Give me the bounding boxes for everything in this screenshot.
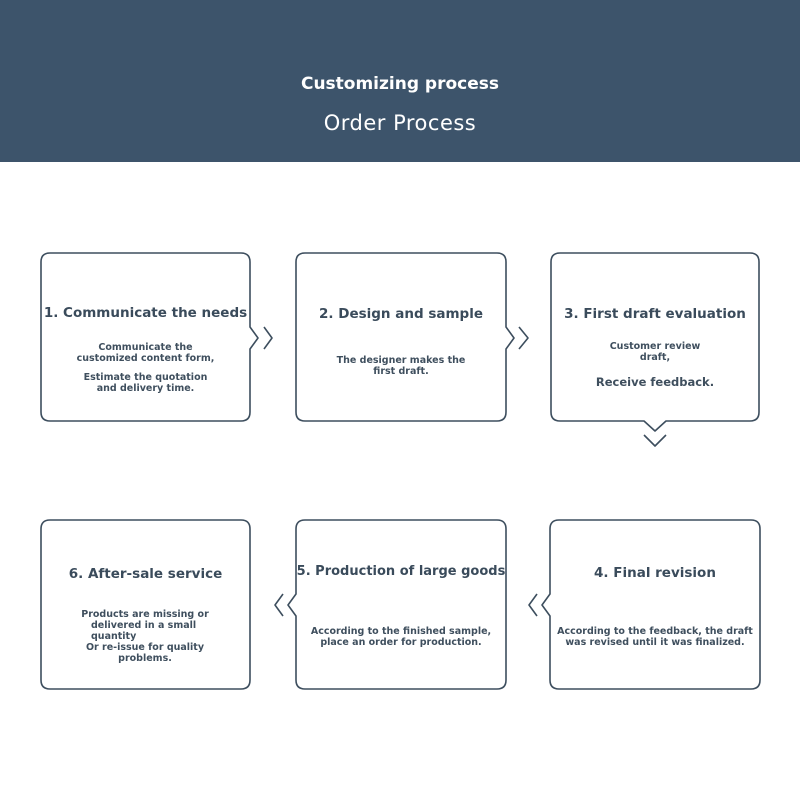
step-2-frame bbox=[296, 253, 514, 421]
step-2-description: The designer makes the first draft. bbox=[336, 355, 466, 377]
step-5-description: According to the finished sample, place an order for production. bbox=[310, 626, 492, 648]
step-4-title: 4. Final revision bbox=[594, 565, 716, 581]
page-subtitle: Order Process bbox=[323, 111, 477, 135]
step-5-frame bbox=[288, 520, 506, 689]
step-5-title: 5. Production of large goods bbox=[296, 564, 506, 579]
chevron-down-icon bbox=[644, 435, 666, 446]
step-3-description: Customer review draft, bbox=[609, 341, 701, 363]
step-6-title: 6. After-sale service bbox=[68, 566, 223, 582]
step-6-description: Products are missing or delivered in a small quantity Or re-issue for quality problems. bbox=[81, 609, 209, 664]
step-2-title: 2. Design and sample bbox=[319, 306, 483, 322]
chevron-left-icon bbox=[275, 594, 283, 616]
step-4-description: According to the feedback, the draft was revised until it was finalized. bbox=[557, 626, 753, 648]
step-4-frame bbox=[542, 520, 760, 689]
chevron-right-icon bbox=[264, 327, 272, 349]
chevron-left-icon bbox=[529, 594, 537, 616]
chevron-right-icon bbox=[519, 327, 528, 349]
step-3-title: 3. First draft evaluation bbox=[564, 306, 746, 322]
step-1-description: Communicate the customized content form, Estimate the quotation and delivery time. bbox=[76, 342, 215, 394]
step-1-frame bbox=[41, 253, 258, 421]
step-1-title: 1. Communicate the needs bbox=[43, 305, 248, 321]
step-3-feedback: Receive feedback. bbox=[595, 375, 715, 389]
page-title: Customizing process bbox=[300, 74, 500, 94]
